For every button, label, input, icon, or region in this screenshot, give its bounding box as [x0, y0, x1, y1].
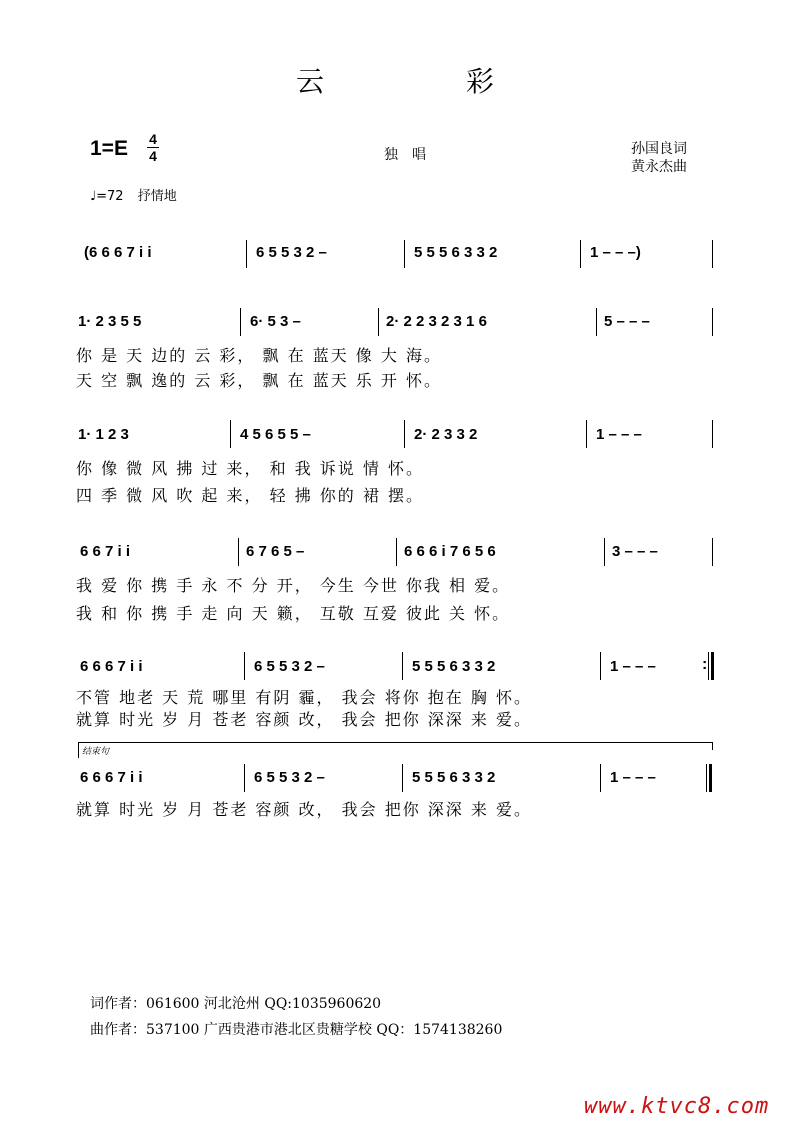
- repeat-end-barline: [711, 652, 714, 680]
- intro-measure-2: 6 5 5 3 2 –: [256, 244, 327, 261]
- ending-label: 结束句: [82, 747, 110, 757]
- barline: [604, 538, 605, 566]
- s2-measure-2: 4 5 6 5 5 –: [240, 426, 311, 443]
- key-signature: 1=E: [90, 137, 128, 160]
- barline: [404, 240, 405, 268]
- s1-measure-4: 5 – – –: [604, 313, 650, 330]
- s5-measure-2: 6 5 5 3 2 –: [254, 769, 325, 786]
- s3-measure-3: 6 6 6 i 7 6 5 6: [404, 543, 496, 560]
- s2-lyric-verse-2: 四 季 微 风 吹 起 来， 轻 拂 你的 裙 摆。: [76, 486, 424, 505]
- barline: [712, 420, 713, 448]
- barline: [708, 652, 709, 680]
- s5-measure-1: 6 6 6 7 i i: [80, 769, 143, 786]
- s3-lyric-verse-2: 我 和 你 携 手 走 向 天 籁， 互敬 互爱 彼此 关 怀。: [76, 604, 511, 623]
- s3-measure-2: 6 7 6 5 –: [246, 543, 305, 560]
- s2-measure-3: 2· 2 3 3 2: [414, 426, 478, 443]
- s1-measure-2: 6· 5 3 –: [250, 313, 301, 330]
- ending-bracket-left: [78, 742, 79, 758]
- barline: [246, 240, 247, 268]
- intro-measure-3: 5 5 5 6 3 3 2: [414, 244, 498, 261]
- repeat-dots: :: [702, 656, 708, 673]
- s5-measure-3: 5 5 5 6 3 3 2: [412, 769, 496, 786]
- s1-lyric-verse-1: 你 是 天 边的 云 彩， 飘 在 蓝天 像 大 海。: [76, 346, 442, 365]
- watermark: www.ktvc8.com: [584, 1094, 770, 1119]
- s1-measure-1: 1· 2 3 5 5: [78, 313, 142, 330]
- time-signature: [147, 132, 159, 163]
- barline: [712, 308, 713, 336]
- intro-measure-1: (6 6 6 7 i i: [84, 244, 152, 261]
- s1-measure-3: 2· 2 2 3 2 3 1 6: [386, 313, 487, 330]
- composer-credit: 黄永杰曲: [631, 159, 687, 175]
- tempo-value: ♩=72: [90, 189, 124, 204]
- lyricist-contact: 词作者：061600 河北沧州 QQ:1035960620: [90, 996, 382, 1012]
- s4-measure-2: 6 5 5 3 2 –: [254, 658, 325, 675]
- ending-bracket: [78, 742, 712, 743]
- s2-measure-4: 1 – – –: [596, 426, 642, 443]
- title-char-2: 彩: [466, 65, 495, 98]
- s2-lyric-verse-1: 你 像 微 风 拂 过 来， 和 我 诉说 情 怀。: [76, 459, 424, 478]
- tempo-expression: 抒情地: [137, 189, 177, 204]
- ending-bracket-right: [712, 742, 713, 750]
- s4-measure-1: 6 6 6 7 i i: [80, 658, 143, 675]
- s5-lyric: 就算 时光 岁 月 苍老 容颜 改， 我会 把你 深深 来 爱。: [76, 800, 532, 819]
- barline: [240, 308, 241, 336]
- time-signature-top: 4: [149, 131, 157, 147]
- barline: [404, 420, 405, 448]
- barline: [580, 240, 581, 268]
- s1-lyric-verse-2: 天 空 飘 逸的 云 彩， 飘 在 蓝天 乐 开 怀。: [76, 371, 442, 390]
- barline: [600, 764, 601, 792]
- barline: [600, 652, 601, 680]
- title-char-1: 云: [296, 65, 325, 98]
- lyricist-credit: 孙国良词: [631, 141, 687, 157]
- intro-measure-4: 1 – – –): [590, 244, 641, 261]
- barline: [706, 764, 707, 792]
- time-signature-bottom: 4: [149, 148, 157, 164]
- final-barline: [709, 764, 712, 792]
- s3-measure-1: 6 6 7 i i: [80, 543, 131, 560]
- barline: [230, 420, 231, 448]
- performance-style: 独唱: [384, 147, 440, 163]
- barline: [712, 240, 713, 268]
- barline: [596, 308, 597, 336]
- barline: [712, 538, 713, 566]
- s3-lyric-verse-1: 我 爱 你 携 手 永 不 分 开， 今生 今世 你我 相 爱。: [76, 576, 511, 595]
- barline: [402, 764, 403, 792]
- barline: [586, 420, 587, 448]
- s5-measure-4: 1 – – –: [610, 769, 656, 786]
- barline: [402, 652, 403, 680]
- barline: [378, 308, 379, 336]
- s2-measure-1: 1· 1 2 3: [78, 426, 129, 443]
- s4-measure-3: 5 5 5 6 3 3 2: [412, 658, 496, 675]
- barline: [244, 652, 245, 680]
- tempo-marking: [90, 185, 177, 204]
- barline: [244, 764, 245, 792]
- barline: [396, 538, 397, 566]
- s4-lyric-verse-2: 就算 时光 岁 月 苍老 容颜 改， 我会 把你 深深 来 爱。: [76, 710, 532, 729]
- s3-measure-4: 3 – – –: [612, 543, 658, 560]
- s4-lyric-verse-1: 不管 地老 天 荒 哪里 有阴 霾， 我会 将你 抱在 胸 怀。: [76, 688, 532, 707]
- composer-contact: 曲作者：537100 广西贵港市港北区贵糖学校 QQ：1574138260: [90, 1022, 503, 1038]
- s4-measure-4: 1 – – –: [610, 658, 656, 675]
- barline: [238, 538, 239, 566]
